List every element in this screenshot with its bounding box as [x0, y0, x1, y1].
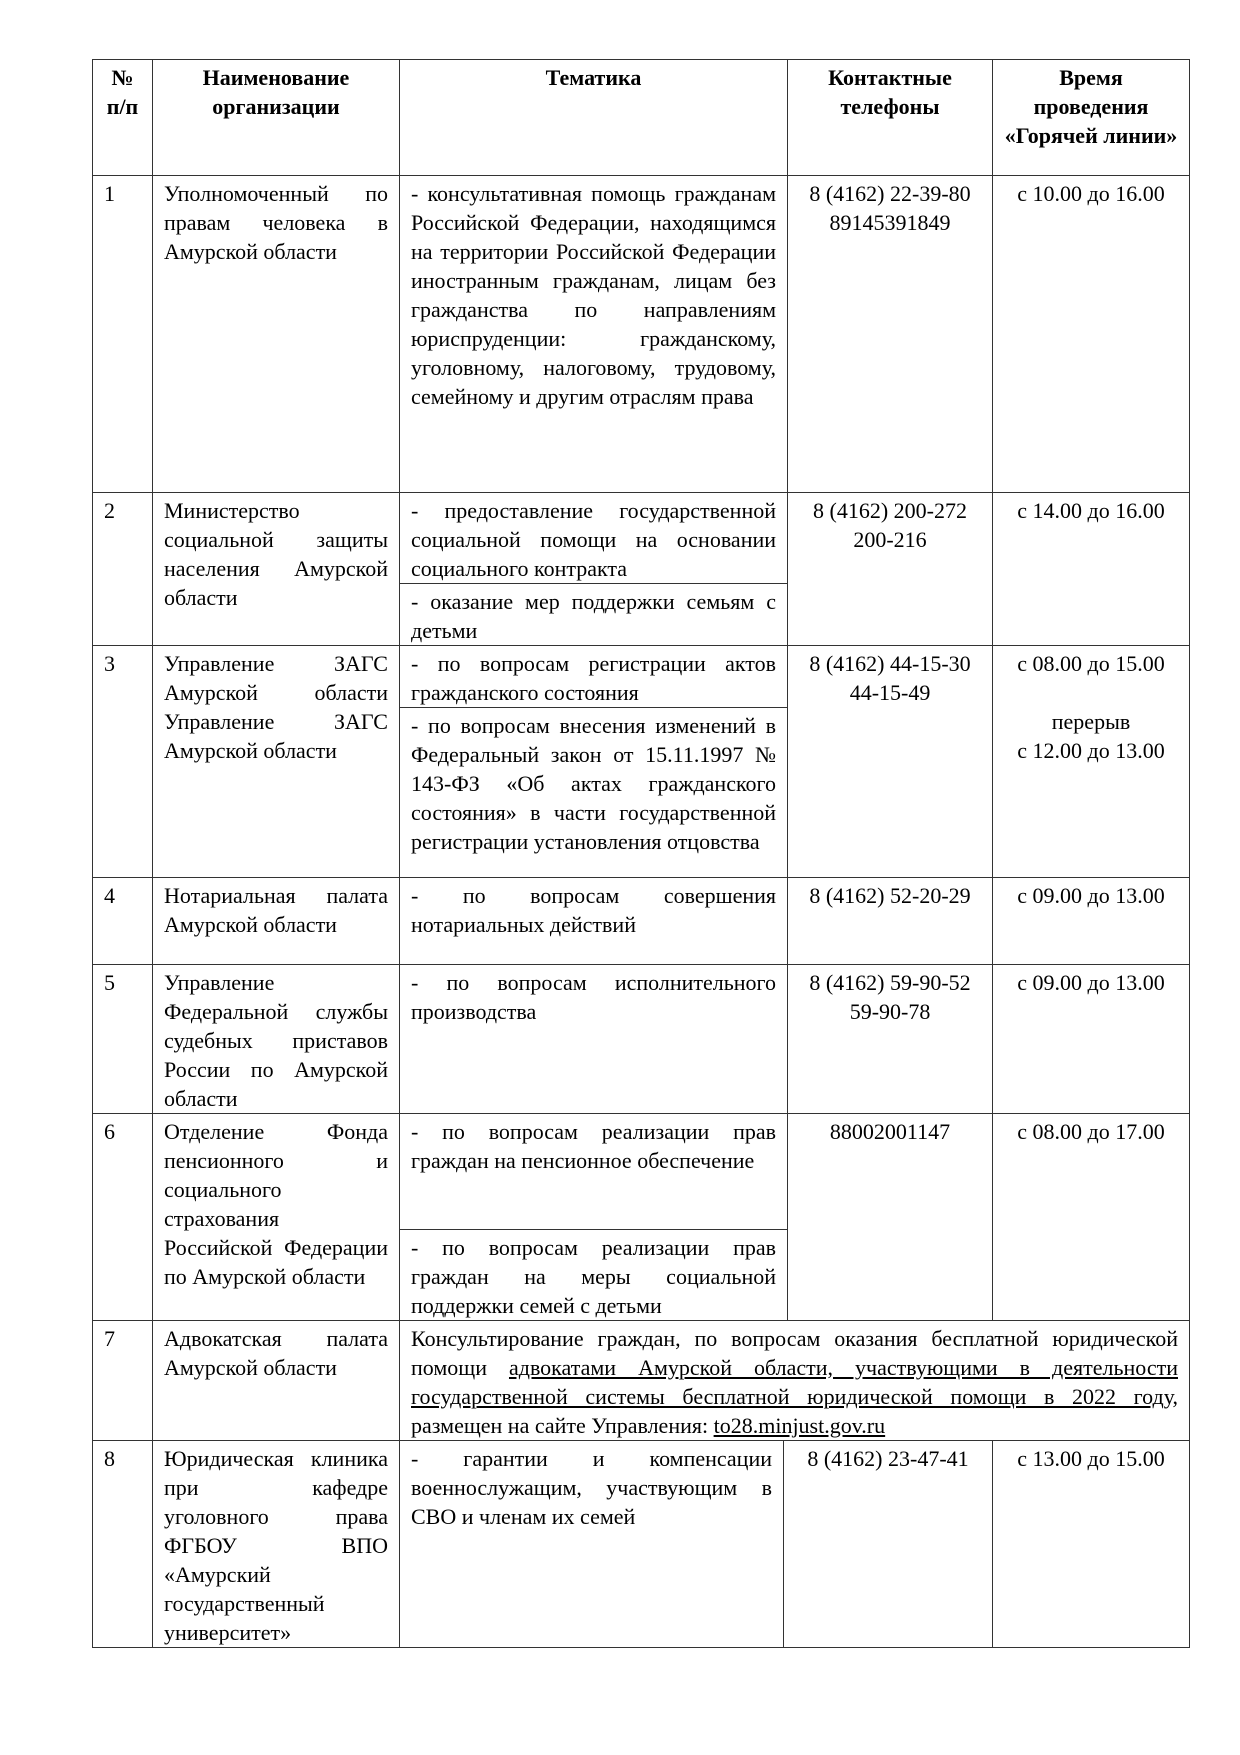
org-name: Нотариальная палата Амурской области [153, 878, 400, 965]
topic-text: - гарантии и компенсации военнослужащим, участвующим в СВО и членам их семей [400, 1440, 784, 1647]
table-row [93, 878, 1190, 965]
phone-number: 8 (4162) 23-47-41 [807, 1445, 969, 1471]
phone-number: 8 (4162) 52-20-29 [809, 883, 971, 908]
hotline-time: с 09.00 до 13.00 [993, 878, 1190, 965]
phones-cell [788, 878, 993, 965]
topic-cell [400, 646, 788, 878]
row-number: 6 [93, 1114, 153, 1321]
phone-number: 44-15-49 [849, 680, 931, 705]
row-number: 4 [93, 878, 153, 965]
phones-cell [788, 965, 993, 1114]
header-topic: Тематика [400, 60, 788, 176]
header-time: Время проведения «Горячей линии» [993, 60, 1190, 176]
hotline-time: с 10.00 до 16.00 [993, 176, 1190, 493]
table-row [93, 965, 1190, 1114]
row-number: 1 [93, 176, 153, 493]
table-row [93, 176, 1190, 493]
break-time: с 12.00 до 13.00 [1017, 738, 1165, 763]
time-cell [993, 646, 1190, 878]
phone-number: 200-216 [853, 527, 927, 552]
row-number: 5 [93, 965, 153, 1114]
org-name: Адвокатская палата Амурской области [153, 1320, 400, 1440]
header-num: № п/п [93, 60, 153, 176]
phone-number: 8 (4162) 59-90-52 [809, 970, 971, 995]
table-row [93, 1440, 1190, 1647]
phone-number: 59-90-78 [849, 999, 931, 1024]
merged-text: Консультирование граждан, по вопросам оказания бесплатной юридической помощи [411, 1325, 1179, 1380]
topic-text: - по вопросам реализации прав граждан на меры социальной поддержки семей с детьми [400, 1229, 787, 1320]
hotline-time: с 09.00 до 13.00 [993, 965, 1190, 1114]
topic-text: - по вопросам регистрации актов гражданского состояния [411, 651, 777, 705]
hotline-table [92, 59, 1190, 1648]
org-name: Юридическая клиника при кафедре уголовного права ФГБОУ ВПО «Амурский государственный университет» [153, 1440, 400, 1647]
merged-info-cell [400, 1320, 1190, 1440]
topic-cell [400, 493, 788, 646]
phone-number: 8 (4162) 200-272 [813, 498, 967, 523]
topic-cell [400, 1114, 788, 1321]
phones-cell [788, 1114, 993, 1321]
hotline-time: с 08.00 до 15.00 [1017, 651, 1165, 676]
phone-number: 88002001147 [829, 1119, 951, 1144]
row-number: 8 [93, 1440, 153, 1647]
hotline-time: с 14.00 до 16.00 [993, 493, 1190, 646]
table-row [93, 1114, 1190, 1321]
topic-text: - по вопросам исполнительного производства [400, 965, 788, 1114]
header-phones: Контактные телефоны [788, 60, 993, 176]
phones-cell [788, 493, 993, 646]
topic-text: - по вопросам реализации прав граждан на пенсионное обеспечение [411, 1119, 777, 1173]
topic-text: - предоставление государственной социальной помощи на основании социального контракта [411, 498, 777, 581]
website-link[interactable]: to28.minjust.gov.ru [713, 1412, 886, 1438]
org-name: Министерство социальной защиты населения Амурской области [153, 493, 400, 646]
break-label: перерыв [1051, 709, 1131, 734]
org-name: Отделение Фонда пенсионного и социального страхования Российской Федерации по Амурской области [153, 1114, 400, 1321]
table-row [93, 646, 1190, 878]
org-name: Уполномоченный по правам человека в Амурской области [153, 176, 400, 493]
table-row [93, 493, 1190, 646]
topic-text: - консультативная помощь гражданам Российской Федерации, находящимся на территории Российской Федерации иностранным гражданам, лицам без гражданства по направлениям юриспруденции: гражданскому, уголовному, налоговому, трудовому, семейному и другим отраслям права [400, 176, 788, 493]
hotline-time: с 13.00 до 15.00 [993, 1440, 1190, 1647]
topic-text: - по вопросам внесения изменений в Федеральный закон от 15.11.1997 № 143-ФЗ «Об актах гражданского состояния» в части государственной регистрации установления отцовства [400, 708, 787, 857]
table-header-row [93, 60, 1190, 176]
header-org: Наименование организации [153, 60, 400, 176]
phone-number: 8 (4162) 22-39-80 [809, 181, 971, 206]
topic-text: - оказание мер поддержки семьям с детьми [400, 584, 787, 646]
org-name: Управление ЗАГС Амурской области Управление ЗАГС Амурской области [153, 646, 400, 878]
topic-text: - по вопросам совершения нотариальных действий [400, 878, 788, 965]
table-row [93, 1320, 1190, 1440]
row-number: 3 [93, 646, 153, 878]
org-name: Управление Федеральной службы судебных приставов России по Амурской области [153, 965, 400, 1114]
phones-cell [788, 176, 993, 493]
hotline-time: с 08.00 до 17.00 [993, 1114, 1190, 1321]
row-number: 7 [93, 1320, 153, 1440]
advocates-list-link[interactable]: адвокатами Амурской области, участвующими в деятельности государственной системы бесплатной юридической помощи в 2022 году, [411, 1354, 1179, 1409]
document-page [92, 59, 1189, 1648]
phones-cell [788, 646, 993, 878]
merged-text: размещен на сайте Управления: [411, 1412, 714, 1438]
phone-number: 8 (4162) 44-15-30 [809, 651, 971, 676]
phones-cell [784, 1440, 993, 1647]
row-number: 2 [93, 493, 153, 646]
phone-number: 89145391849 [829, 210, 951, 235]
